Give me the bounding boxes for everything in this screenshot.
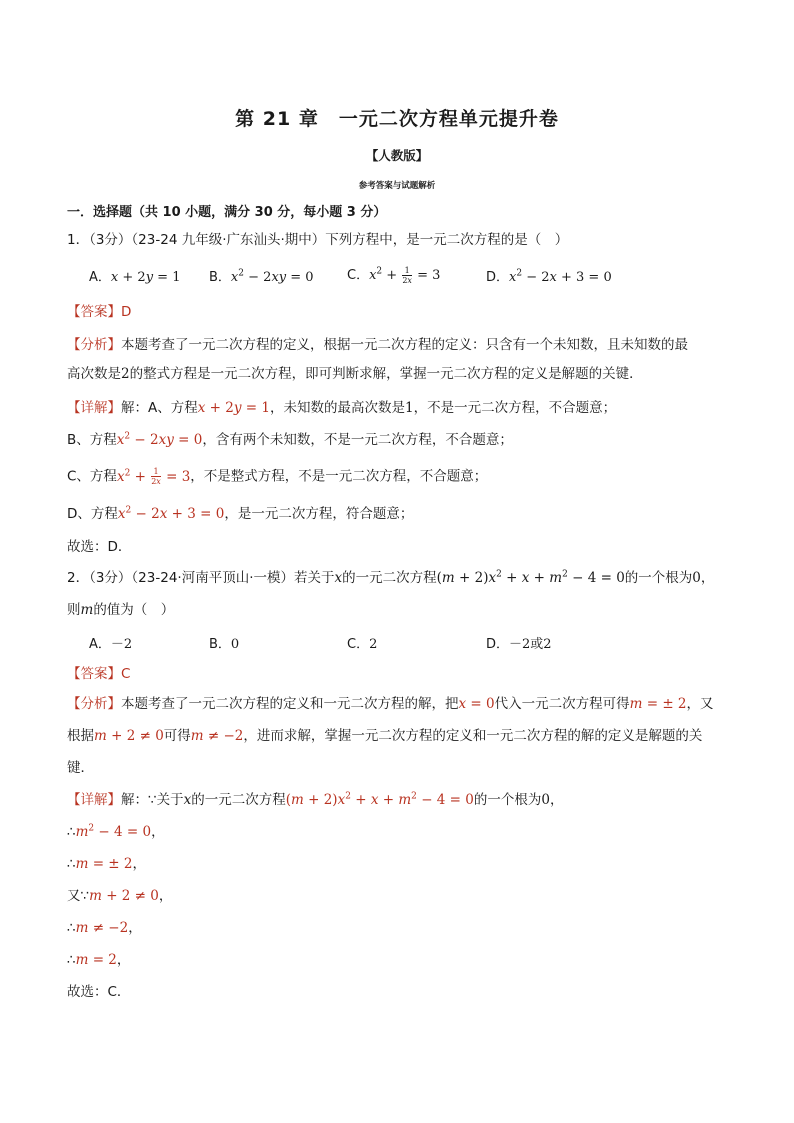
q2-step-3: 又∵m + 2 ≠ 0， [67,888,173,904]
q2-answer: 【答案】C [67,666,131,682]
q1-option-d[interactable]: D．$x^2 - 2x + 3 = 0$ [486,268,612,285]
q1-detail-d: D、方程$x^2 - 2x + 3 = 0$，是一元二次方程，符合题意； [67,505,414,522]
q1-analysis-line1: 【分析】本题考查了一元二次方程的定义，根据一元二次方程的定义：只含有一个未知数，且未知数的最 [67,337,688,353]
q1-stem: 1．（3分）（23-24 九年级·广东汕头·期中）下列方程中，是一元二次方程的是（ ） [67,232,569,248]
q2-option-b[interactable]: B．0 [209,637,240,652]
q1-option-b[interactable]: B．$x^2 - 2xy = 0$ [209,268,314,285]
q2-analysis-line2: 根据m + 2 ≠ 0可得m ≠ −2，进而求解，掌握一元二次方程的定义和一元二次方程的解的定义是解题的关 [67,728,703,744]
edition-label: 【人教版】 [365,148,429,163]
page-title: 第 21 章 一元二次方程单元提升卷 [235,108,559,130]
q2-step-5: ∴m = 2， [67,952,131,968]
q2-step-4: ∴m ≠ −2， [67,920,142,936]
q2-stem-line2: 则m的值为（ ） [67,602,175,618]
q1-choose: 故选：D． [67,539,132,555]
page-subtitle: 参考答案与试题解析 [358,181,436,191]
q2-analysis-line3: 键． [67,760,94,776]
q1-option-c[interactable]: C．$x^2$ + $\frac{1}{2x}$ = 3 [347,266,441,285]
q1-answer: 【答案】D [67,304,132,320]
q2-step-1: $\therefore m^2 - 4 = 0$， [67,823,165,840]
q1-analysis-line2: 高次数是2的整式方程是一元二次方程，即可判断求解，掌握一元二次方程的定义是解题的关键． [67,366,643,382]
q2-choose: 故选：C． [67,984,131,1000]
q2-option-c[interactable]: C．2 [347,637,378,652]
q1-detail-a: 【详解】解：A、方程x + 2y = 1，未知数的最高次数是1，不是一元二次方程，不合题意； [67,400,617,416]
q2-option-d[interactable]: D．－2或2 [486,637,552,652]
q2-option-a[interactable]: A．－2 [89,637,133,652]
q1-detail-c: C、方程$x^2$ + $\frac{1}{2x}$ = 3，不是整式方程，不是一元二次方程，不合题意； [67,467,488,486]
q1-detail-b: B、方程$x^2 - 2xy = 0$，含有两个未知数，不是一元二次方程，不合题意； [67,431,513,448]
q2-step-2: ∴m = ± 2， [67,856,146,872]
q2-detail-line1: 【详解】解：∵关于x的一元二次方程$(m + 2)x^2 + x + m^2 - 4 = 0$的一个根为0， [67,791,564,808]
q2-analysis-line1: 【分析】本题考查了一元二次方程的定义和一元二次方程的解，把x = 0代入一元二次方程可得m = ± 2，又 [67,696,714,712]
section-heading: 一．选择题（共 10 小题，满分 30 分，每小题 3 分） [67,205,387,220]
q2-stem-line1: 2．（3分）（23-24·河南平顶山·一模）若关于x的一元二次方程$(m + 2)x^2 + x + m^2 - 4 = 0$的一个根为0， [67,569,715,586]
q1-option-a[interactable]: A．x + 2y = 1 [89,270,181,285]
